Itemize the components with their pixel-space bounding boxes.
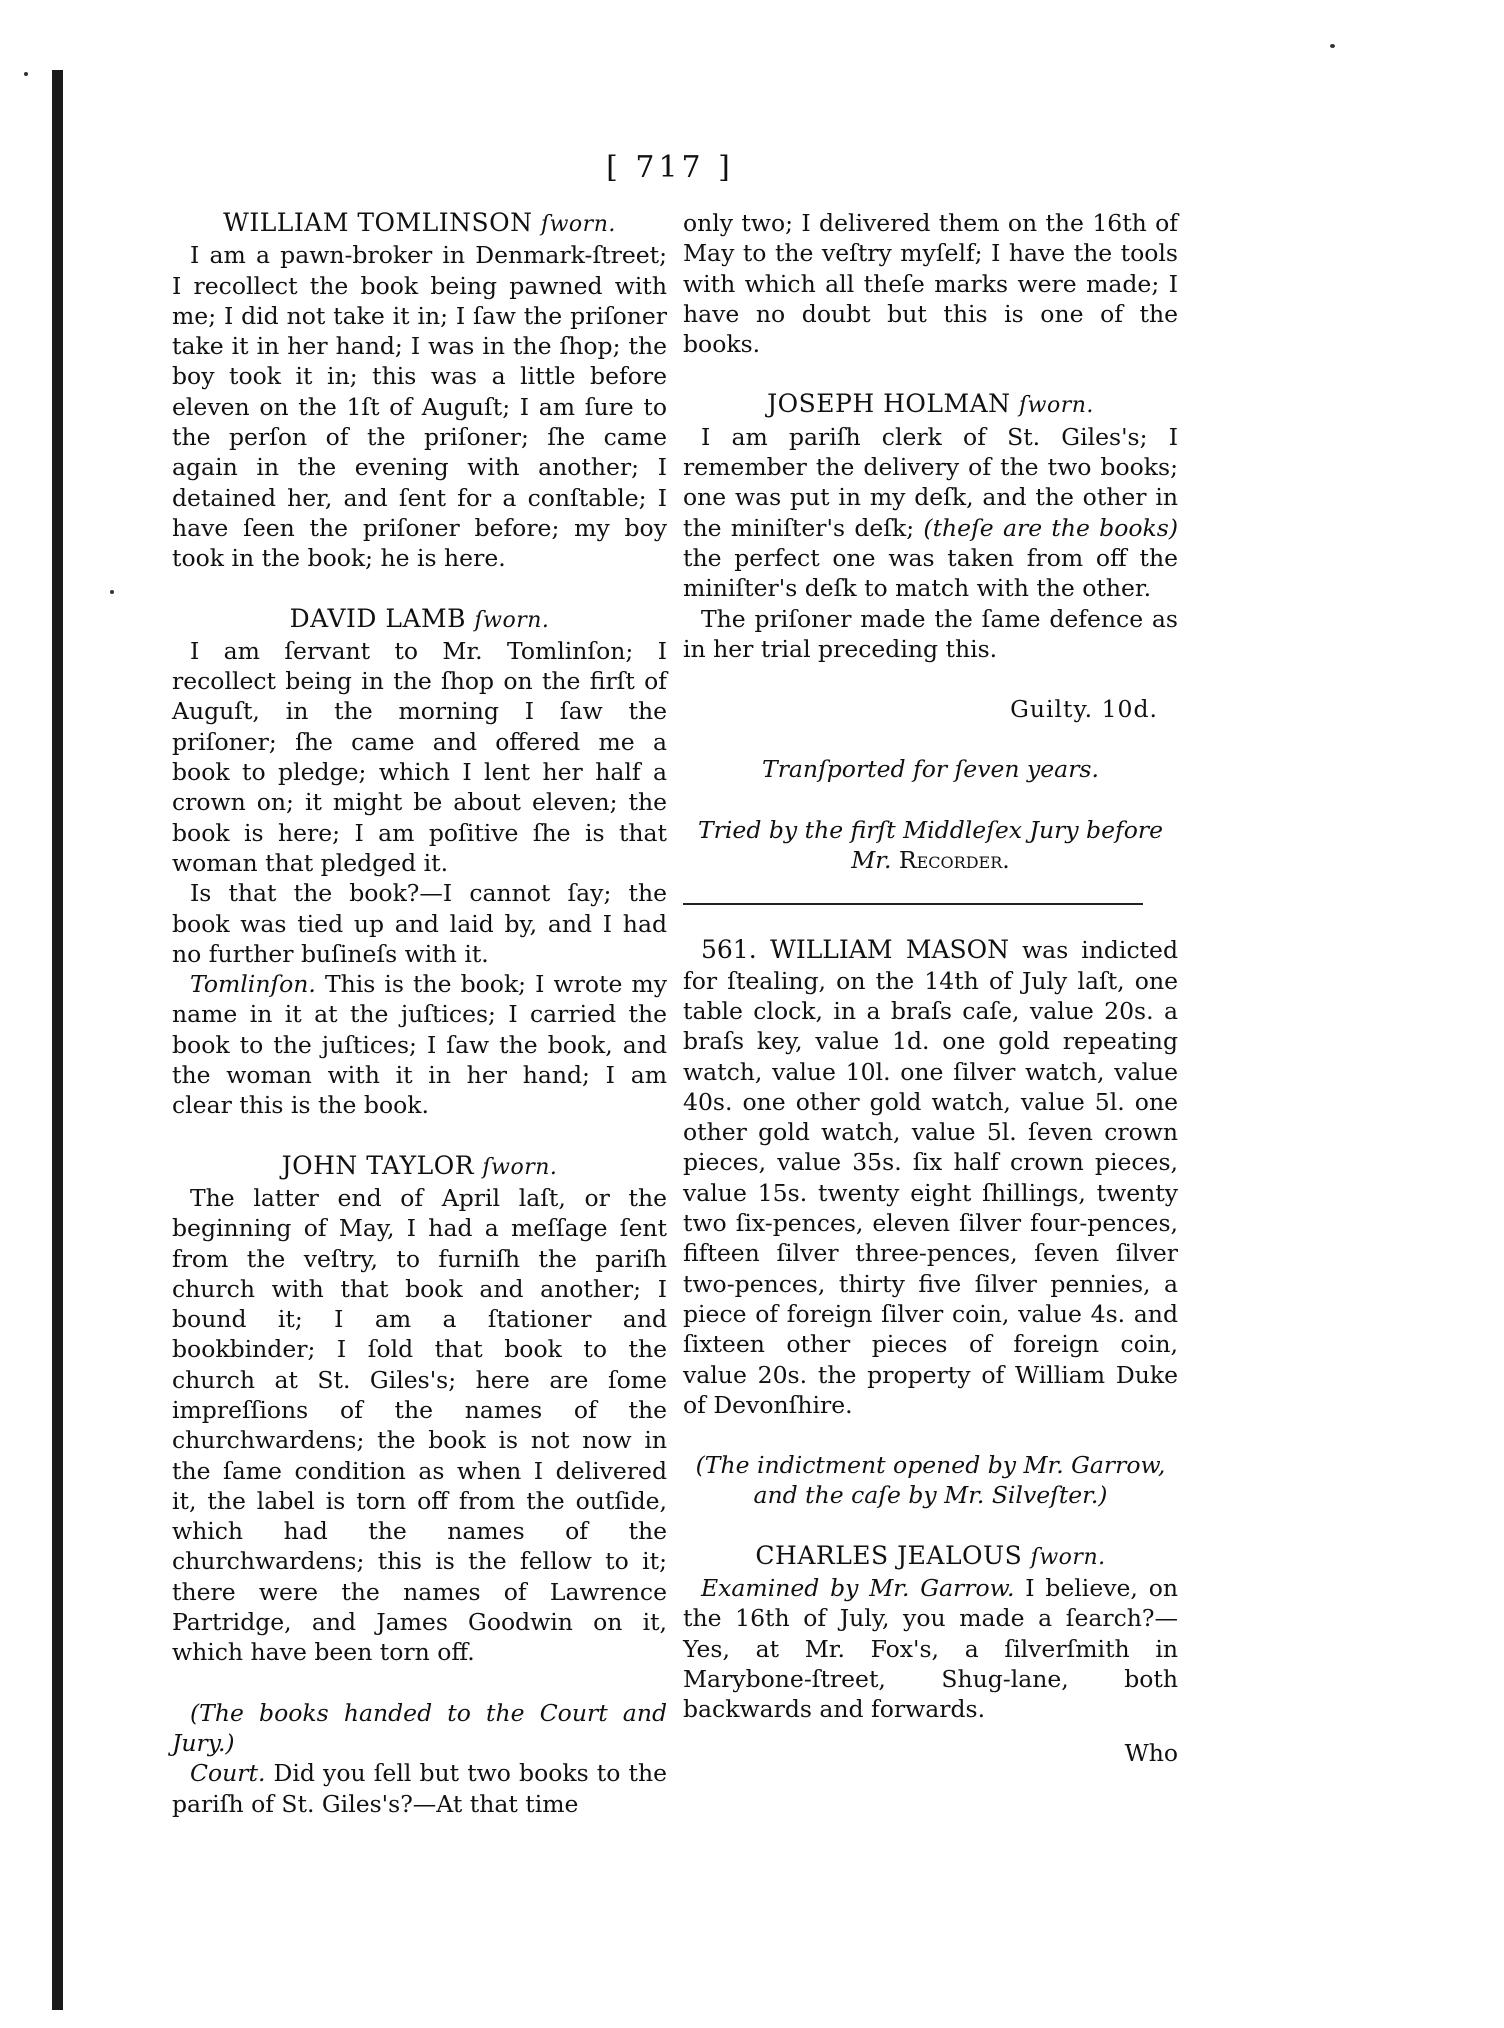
right-column [683,208,1178,1769]
witness-name: CHARLES JEALOUS [755,1540,1023,1570]
speaker-label: Court. [190,1759,266,1788]
testimony-paragraph [172,969,667,1120]
witness-heading [172,1151,667,1183]
case-lead: 561. WILLIAM MASON [701,935,1010,965]
case-text: was indicted for ſtealing, on the 14th of July laſt, one table clock, in a braſs caſe, value 20s. a braſs key, value 1d. one gold repeating watch, value 10l. one ſilver watch, value 40s. one other gold watch, value 5l. one other gold watch, value 5l. ſeven crown pieces, value 35s. ſix half crown pieces, value 15s. twenty eight ſhillings, twenty two ſix-pences, eleven ſilver four-pences, fifteen ſilver three-pences, ſeven ſilver two-pences, thirty five ſilver pennies, a piece of foreign ſilver coin, value 4s. and ſixteen other pieces of foreign coin, value 20s. the property of William Duke of Devonſhire. [683,936,1179,1419]
catchword: Who [1124,1739,1178,1768]
testimony-text: I am pariſh clerk of St. Giles's; I remember the delivery of the two books; one was put in my deſk, and the other in the miniſter's deſk; [683,422,1178,542]
witness-heading [683,389,1178,421]
testimony-text: I believe, on the 16th of July, you made a ſearch?—Yes, at Mr. Fox's, a ſilverſmith in Marybone-ſtreet, Shug-lane, both backwards and forwards. [683,1573,1178,1724]
testimony-paragraph: only two; I delivered them on the 16th of May to the veſtry myſelf; I have the tools with which all theſe marks were made; I have no doubt but this is one of the books. [683,209,1178,359]
stage-note: (theſe are the books) [923,513,1178,542]
speaker-label: Examined by Mr. Garrow. [701,1573,1015,1602]
witness-heading [172,604,667,636]
ink-speck [1330,44,1335,48]
testimony-paragraph: I am a pawn-broker in Denmark-ſtreet; I recollect the book being pawned with me; I did not take it in; I ſaw the priſoner take it in her hand; I was in the ſhop; the boy took it in; this was a little before eleven on the 1ſt of Auguſt; I am ſure to the perſon of the priſoner; ſhe came again in the evening with another; I detained her, and ſent for a conſtable; I have ſeen the priſoner before; my boy took in the book; he is here. [172,241,667,573]
witness-name: WILLIAM TOMLINSON [223,208,533,237]
jury-note-second-line [683,845,1178,875]
jury-note: Tried by the firſt Middleſex Jury before [698,815,1163,844]
sworn-label: ſworn. [474,607,550,633]
witness-heading [683,1541,1178,1573]
testimony-paragraph: I am ſervant to Mr. Tomlinſon; I recollect being in the ſhop on the firſt of Auguſt, in the morning I ſaw the priſoner; ſhe came and offered me a book to pledge; which I lent her half a crown on; it might be about eleven; the book is here; I am poſitive ſhe is that woman that pledged it. [172,636,667,877]
section-divider [683,903,1143,905]
ink-speck [24,72,28,76]
testimony-paragraph: Is that the book?—I cannot ſay; the book was tied up and laid by, and I had no further buſineſs with it. [172,879,667,968]
testimony-text: Did you ſell but two books to the pariſh of St. Giles's?—At that time [172,1759,667,1818]
page-number: [ 717 ] [606,150,734,185]
sentence: Tranſported for ſeven years. [762,755,1099,784]
testimony-paragraph [172,1758,667,1819]
case-paragraph [683,935,1178,1420]
sworn-label: ſworn. [540,212,616,237]
testimony-text: This is the book; I wrote my name in it at the juſtices; I carried the book to the juſtices; I ſaw the book, and the woman with it in her hand; I am clear this is the book. [172,970,667,1120]
left-column [172,208,667,1819]
witness-heading [172,208,667,240]
speaker-label: Tomlinſon. [190,970,316,999]
stage-note: (The books handed to the Court and Jury.) [172,1698,667,1757]
title-mr: Mr. [851,846,892,875]
testimony-paragraph: The priſoner made the ſame defence as in her trial preceding this. [683,604,1178,663]
testimony-paragraph [683,1573,1178,1724]
testimony-paragraph [683,422,1178,604]
sworn-label: ſworn. [1018,393,1094,419]
testimony-paragraph: The latter end of April laſt, or the beginning of May, I had a meſſage ſent from the veſtry, to furniſh the pariſh church with that book and another; I bound it; I am a ſtationer and bookbinder; I ſold that book to the church at St. Giles's; here are ſome impreſſions of the names of the churchwardens; the book is not now in the ſame condition as when I delivered it, the label is torn off from the outſide, which had the names of the churchwardens; this is the fellow to it; there were the names of Lawrence Partridge, and James Goodwin on it, which have been torn off. [172,1183,667,1667]
testimony-text: the perfect one was taken from off the miniſter's deſk to match with the other. [683,543,1178,603]
recorder-label: Recorder. [898,846,1010,875]
ink-speck [110,590,114,594]
witness-name: JOSEPH HOLMAN [767,389,1011,419]
indictment-note: (The indictment opened by Mr. Garrow, and the caſe by Mr. Silveſter.) [695,1451,1166,1510]
witness-name: DAVID LAMB [289,603,467,633]
sworn-label: ſworn. [482,1154,558,1180]
sworn-label: ſworn. [1030,1544,1106,1570]
verdict: Guilty. 10d. [1010,695,1158,724]
witness-name: JOHN TAYLOR [281,1150,475,1180]
page-binding-edge [52,70,63,2010]
